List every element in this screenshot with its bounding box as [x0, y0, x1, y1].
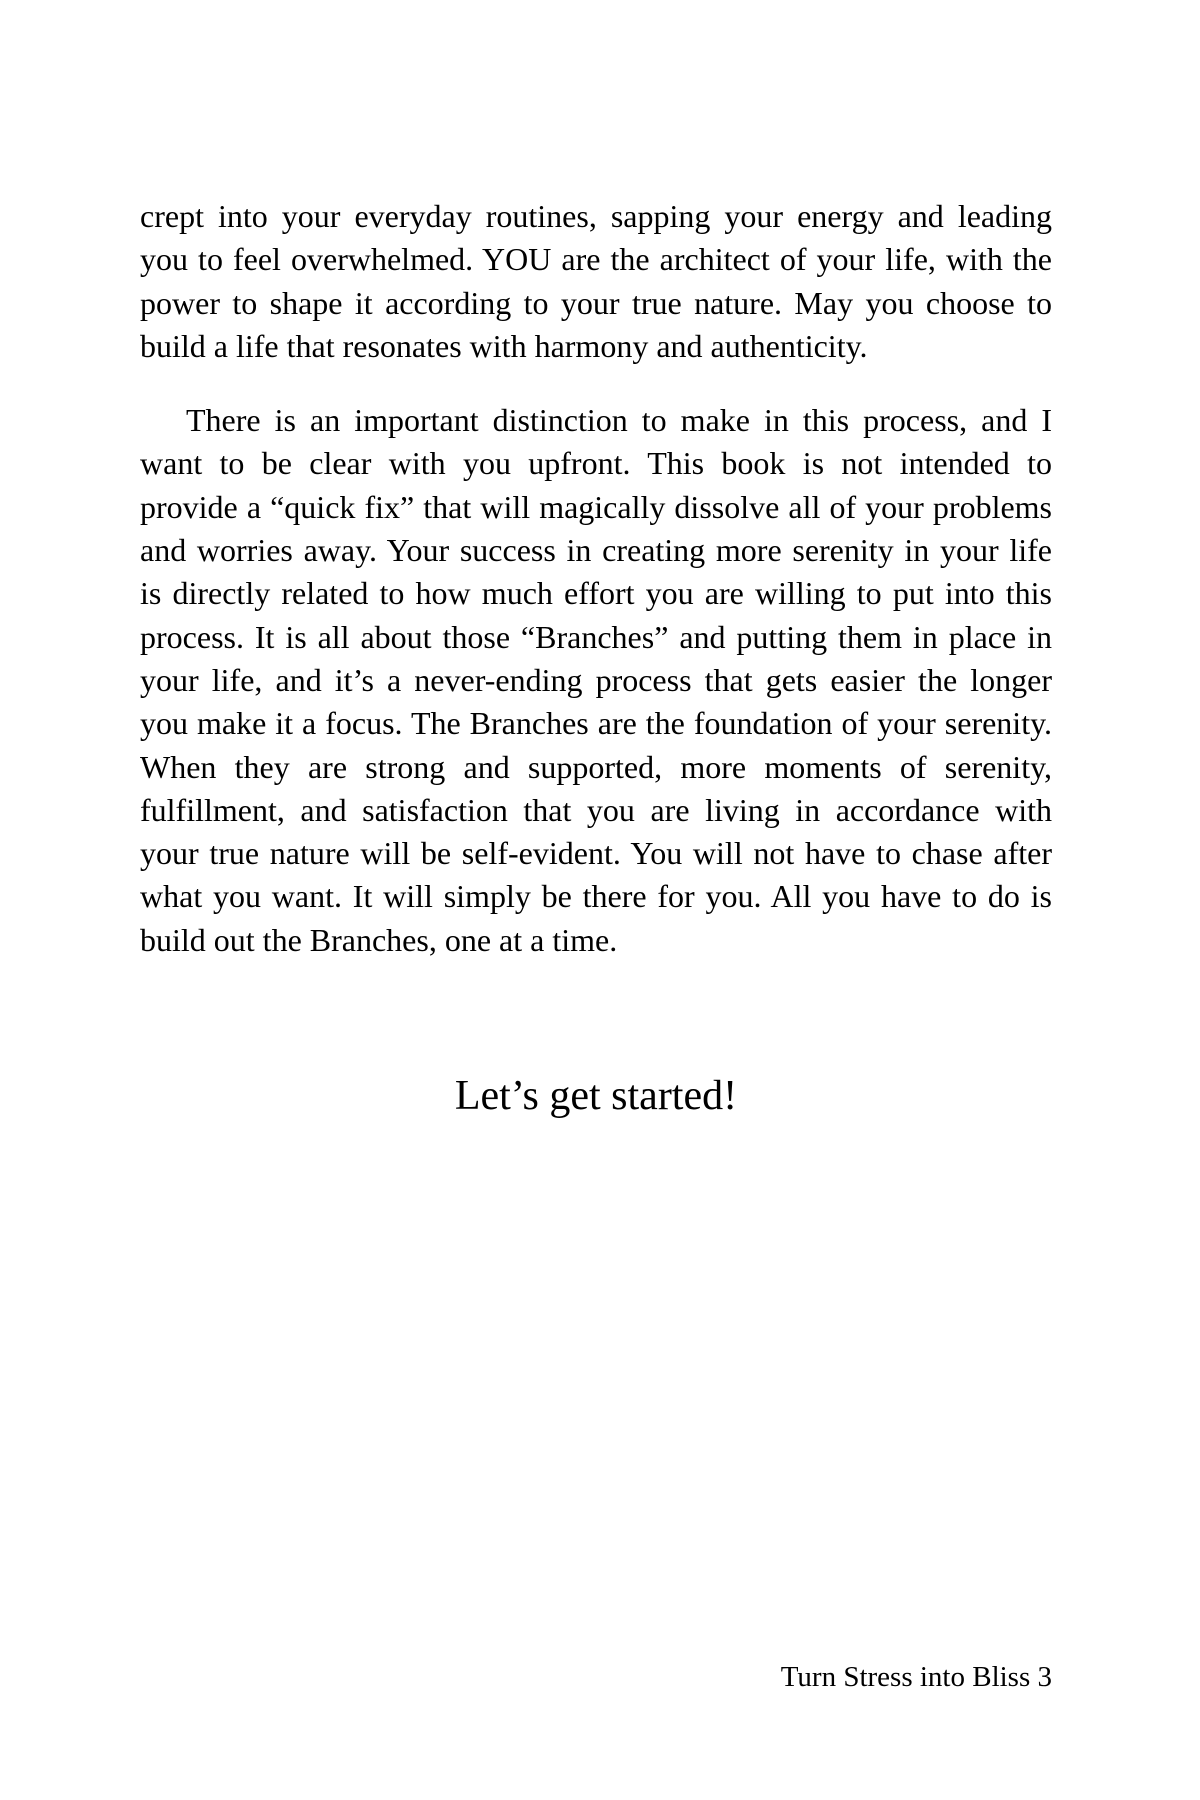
- text-line: want to be clear with you upfront. This book is not intended to: [140, 445, 1052, 482]
- text-line: There is an important distinction to make in this process, and I: [186, 402, 1052, 439]
- paragraph: [140, 195, 1052, 368]
- text-line: crept into your everyday routines, sapping your energy and leading: [140, 198, 1052, 234]
- text-line: your true nature will be self-evident. You will not have to chase after: [140, 835, 1052, 872]
- section-heading: Let’s get started!: [454, 1073, 738, 1120]
- text-line: your life, and it’s a never-ending process that gets easier the longer: [140, 661, 1052, 698]
- paragraph-list: [140, 195, 1052, 962]
- text-line: build out the Branches, one at a time.: [140, 921, 618, 958]
- text-line: When they are strong and supported, more moments of serenity,: [140, 748, 1052, 785]
- paragraph: [140, 399, 1052, 962]
- text-line: process. It is all about those “Branches” and putting them in place in: [140, 618, 1052, 655]
- text-line: build a life that resonates with harmony and authenticity.: [140, 327, 868, 364]
- text-line: power to shape it according to your true nature. May you choose to: [140, 284, 1052, 321]
- text-line: what you want. It will simply be there for you. All you have to do is: [140, 878, 1052, 915]
- text-line: and worries away. Your success in creating more serenity in your life: [140, 532, 1052, 569]
- text-line: is directly related to how much effort you are willing to put into this: [140, 575, 1052, 612]
- text-line: fulfillment, and satisfaction that you are living in accordance with: [140, 791, 1052, 828]
- text-line: you to feel overwhelmed. YOU are the architect of your life, with the: [140, 241, 1052, 278]
- text-column: [140, 195, 1052, 1120]
- running-footer: Turn Stress into Bliss 3: [780, 1661, 1052, 1693]
- text-line: provide a “quick fix” that will magically dissolve all of your problems: [140, 488, 1052, 525]
- text-line: you make it a focus. The Branches are the foundation of your serenity.: [140, 705, 1052, 742]
